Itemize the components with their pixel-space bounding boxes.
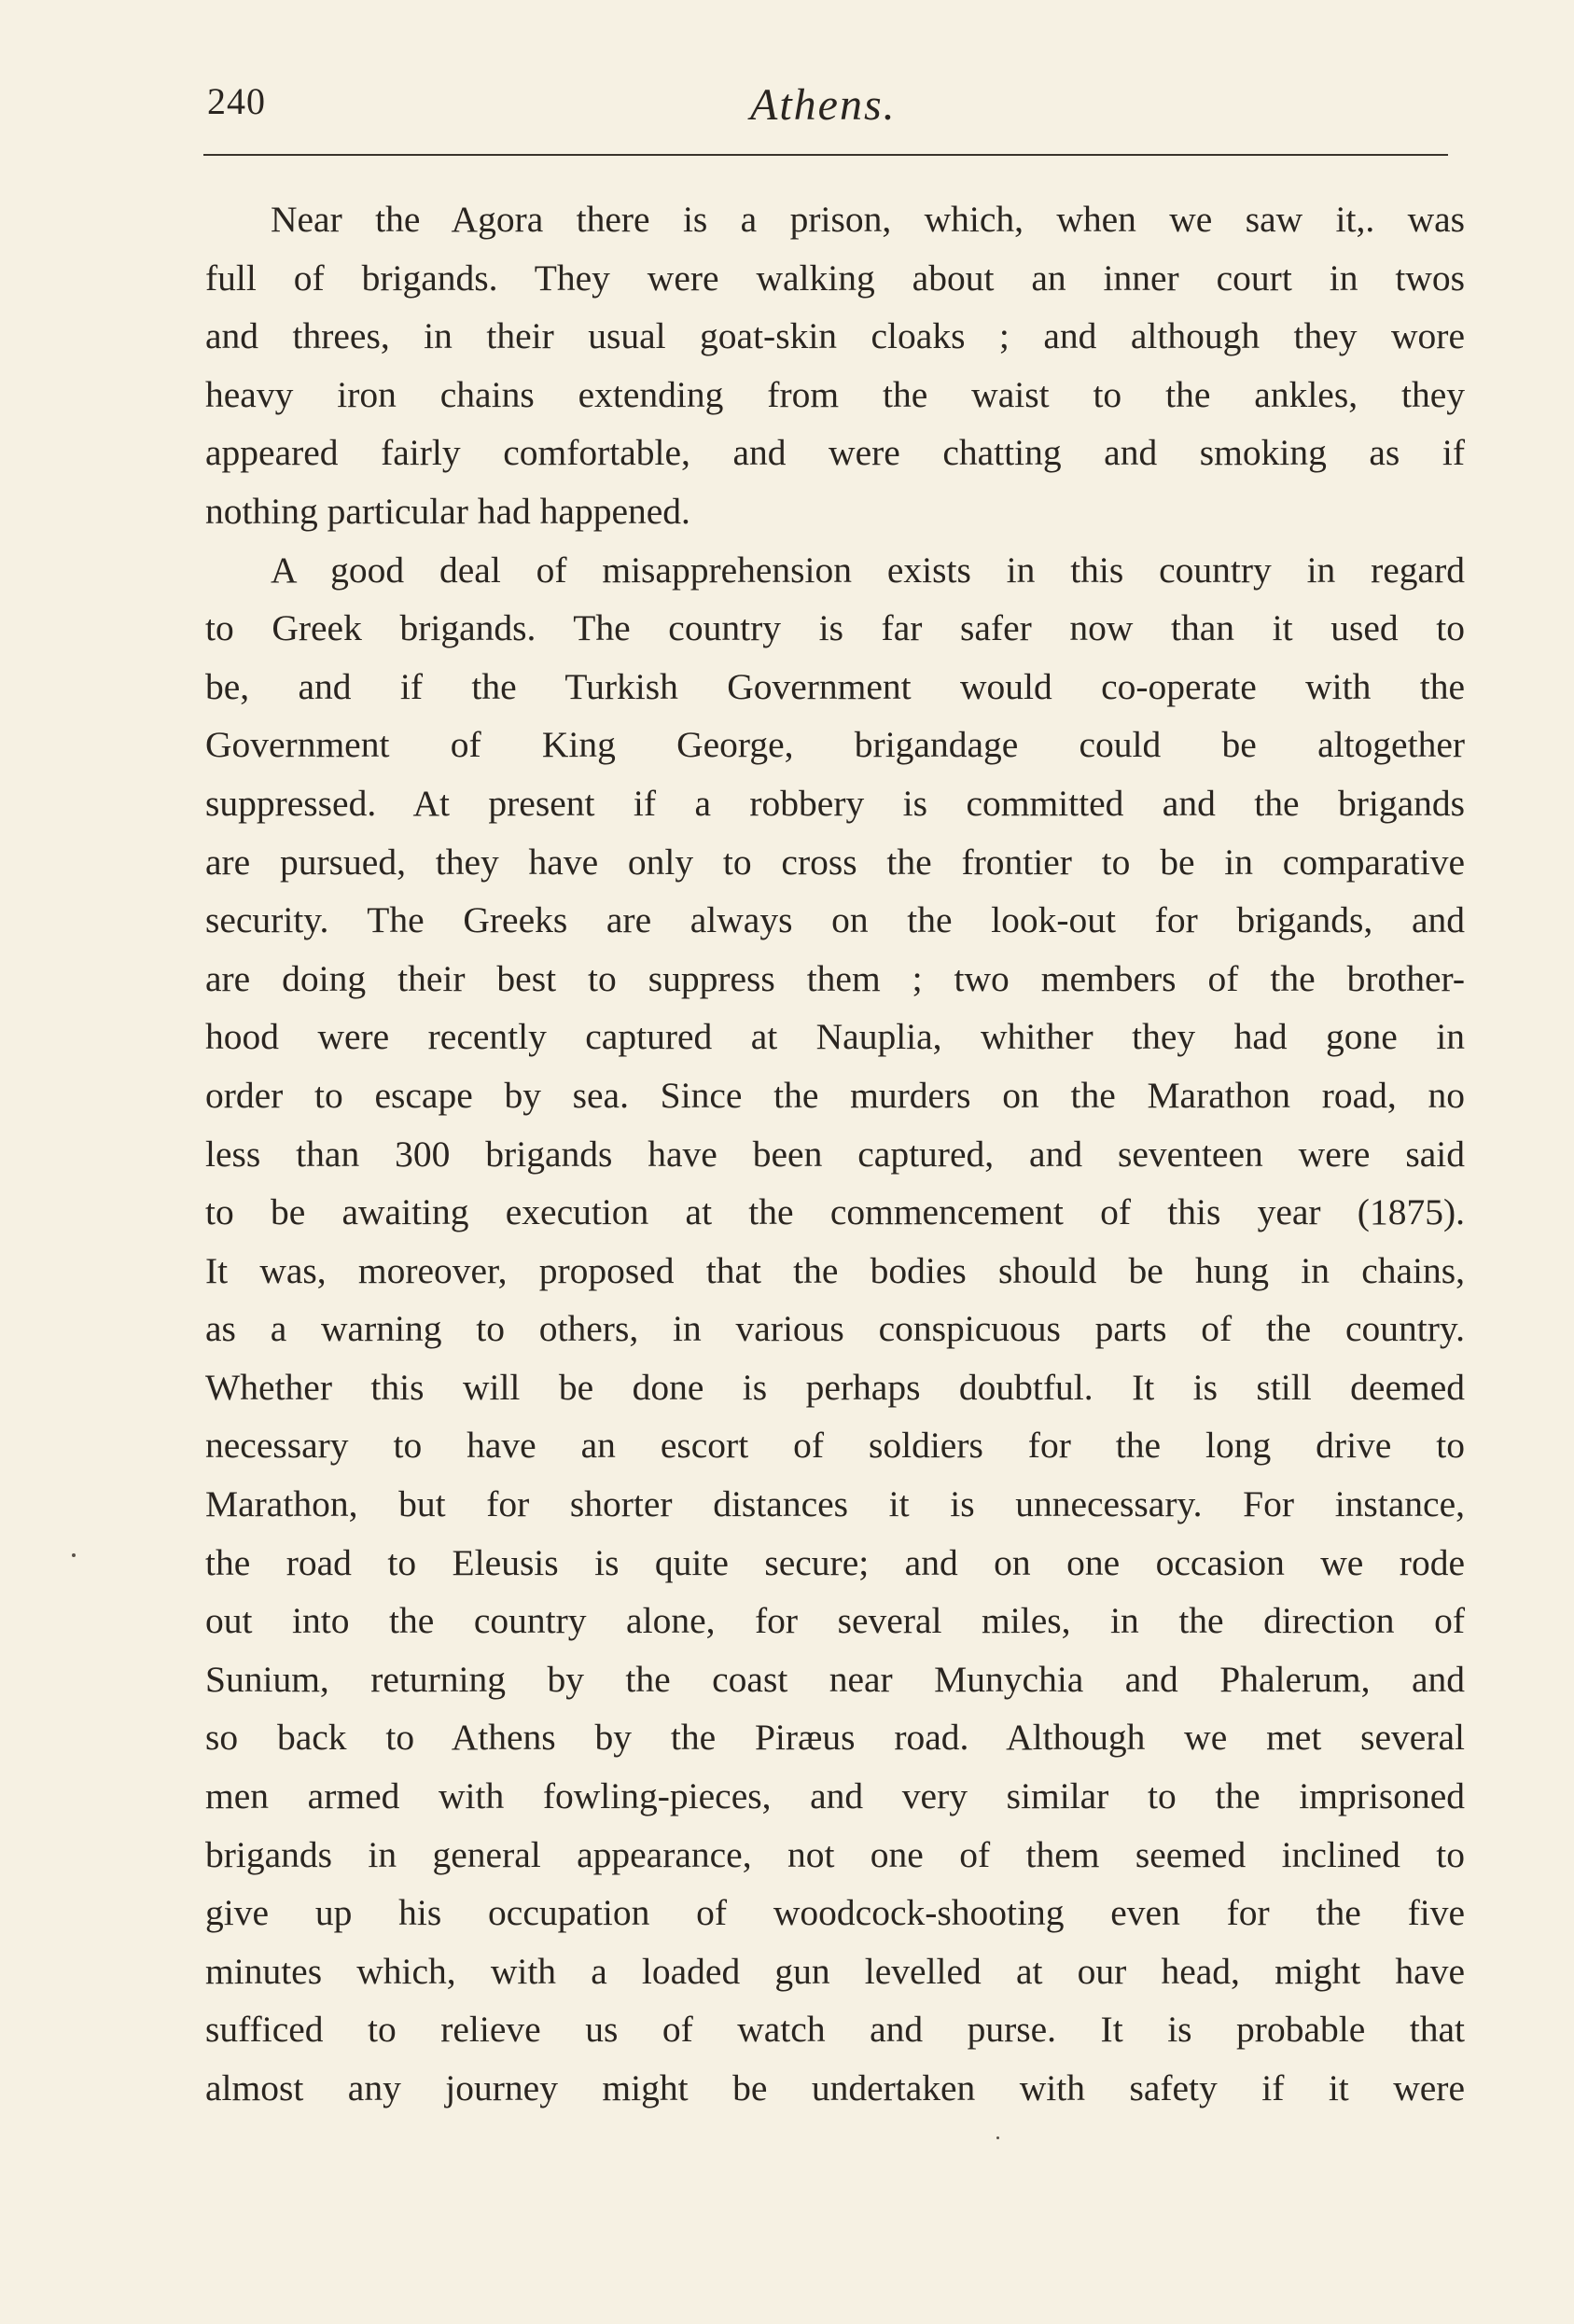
text-line: out into the country alone, for several miles, in the direction of — [205, 1600, 1465, 1642]
text-line: appeared fairly comfortable, and were chatting and smoking as if — [205, 432, 1465, 474]
text-line: Whether this will be done is perhaps doubtful. It is still deemed — [205, 1366, 1465, 1408]
page-header — [207, 79, 1448, 145]
text-line: are pursued, they have only to cross the frontier to be in comparative — [205, 841, 1465, 883]
text-line: Marathon, but for shorter distances it is unnecessary. For instance, — [205, 1483, 1465, 1525]
running-head: Athens. — [750, 80, 897, 130]
text-line: order to escape by sea. Since the murders on the Marathon road, no — [205, 1074, 1465, 1116]
text-line: A good deal of misapprehension exists in this country in regard — [271, 549, 1465, 591]
paper-speck — [72, 1553, 76, 1557]
text-line: almost any journey might be undertaken with safety if it were — [205, 2067, 1465, 2108]
text-line: brigands in general appearance, not one of them seemed inclined to — [205, 1833, 1465, 1875]
text-line: so back to Athens by the Piræus road. Although we met several — [205, 1717, 1465, 1759]
text-line: to Greek brigands. The country is far safer now than it used to — [205, 607, 1465, 649]
text-line: nothing particular had happened. — [205, 490, 690, 532]
paper-speck — [996, 2136, 999, 2139]
text-line: are doing their best to suppress them ; two members of the brother- — [205, 957, 1465, 999]
text-line: as a warning to others, in various conspicuous parts of the country. — [205, 1308, 1465, 1350]
text-line: sufficed to relieve us of watch and purse. It is probable that — [205, 2009, 1465, 2051]
text-line: Government of King George, brigandage could be altogether — [205, 724, 1465, 766]
text-line: men armed with fowling-pieces, and very similar to the imprisoned — [205, 1775, 1465, 1817]
text-line: minutes which, with a loaded gun levelled at our head, might have — [205, 1950, 1465, 1992]
text-line: give up his occupation of woodcock-shooting even for the five — [205, 1892, 1465, 1934]
text-line: necessary to have an escort of soldiers for the long drive to — [205, 1425, 1465, 1467]
text-line: Sunium, returning by the coast near Munychia and Phalerum, and — [205, 1658, 1465, 1700]
text-line: be, and if the Turkish Government would co-operate with the — [205, 665, 1465, 707]
text-line: Near the Agora there is a prison, which, when we saw it,. was — [271, 199, 1465, 240]
text-line: It was, moreover, proposed that the bodies should be hung in chains, — [205, 1249, 1465, 1291]
text-line: the road to Eleusis is quite secure; and on one occasion we rode — [205, 1541, 1465, 1583]
text-line: less than 300 brigands have been captured, and seventeen were said — [205, 1133, 1465, 1175]
text-line: security. The Greeks are always on the look-out for brigands, and — [205, 899, 1465, 941]
body-text — [205, 190, 1465, 2118]
page-number: 240 — [207, 80, 266, 122]
text-line: full of brigands. They were walking about an inner court in twos — [205, 257, 1465, 299]
text-line: and threes, in their usual goat-skin cloaks ; and although they wore — [205, 315, 1465, 357]
text-line: heavy iron chains extending from the waist to the ankles, they — [205, 373, 1465, 415]
text-line: to be awaiting execution at the commencement of this year (1875). — [205, 1191, 1465, 1233]
header-rule — [203, 154, 1448, 156]
text-line: hood were recently captured at Nauplia, whither they had gone in — [205, 1016, 1465, 1058]
text-line: suppressed. At present if a robbery is committed and the brigands — [205, 782, 1465, 824]
